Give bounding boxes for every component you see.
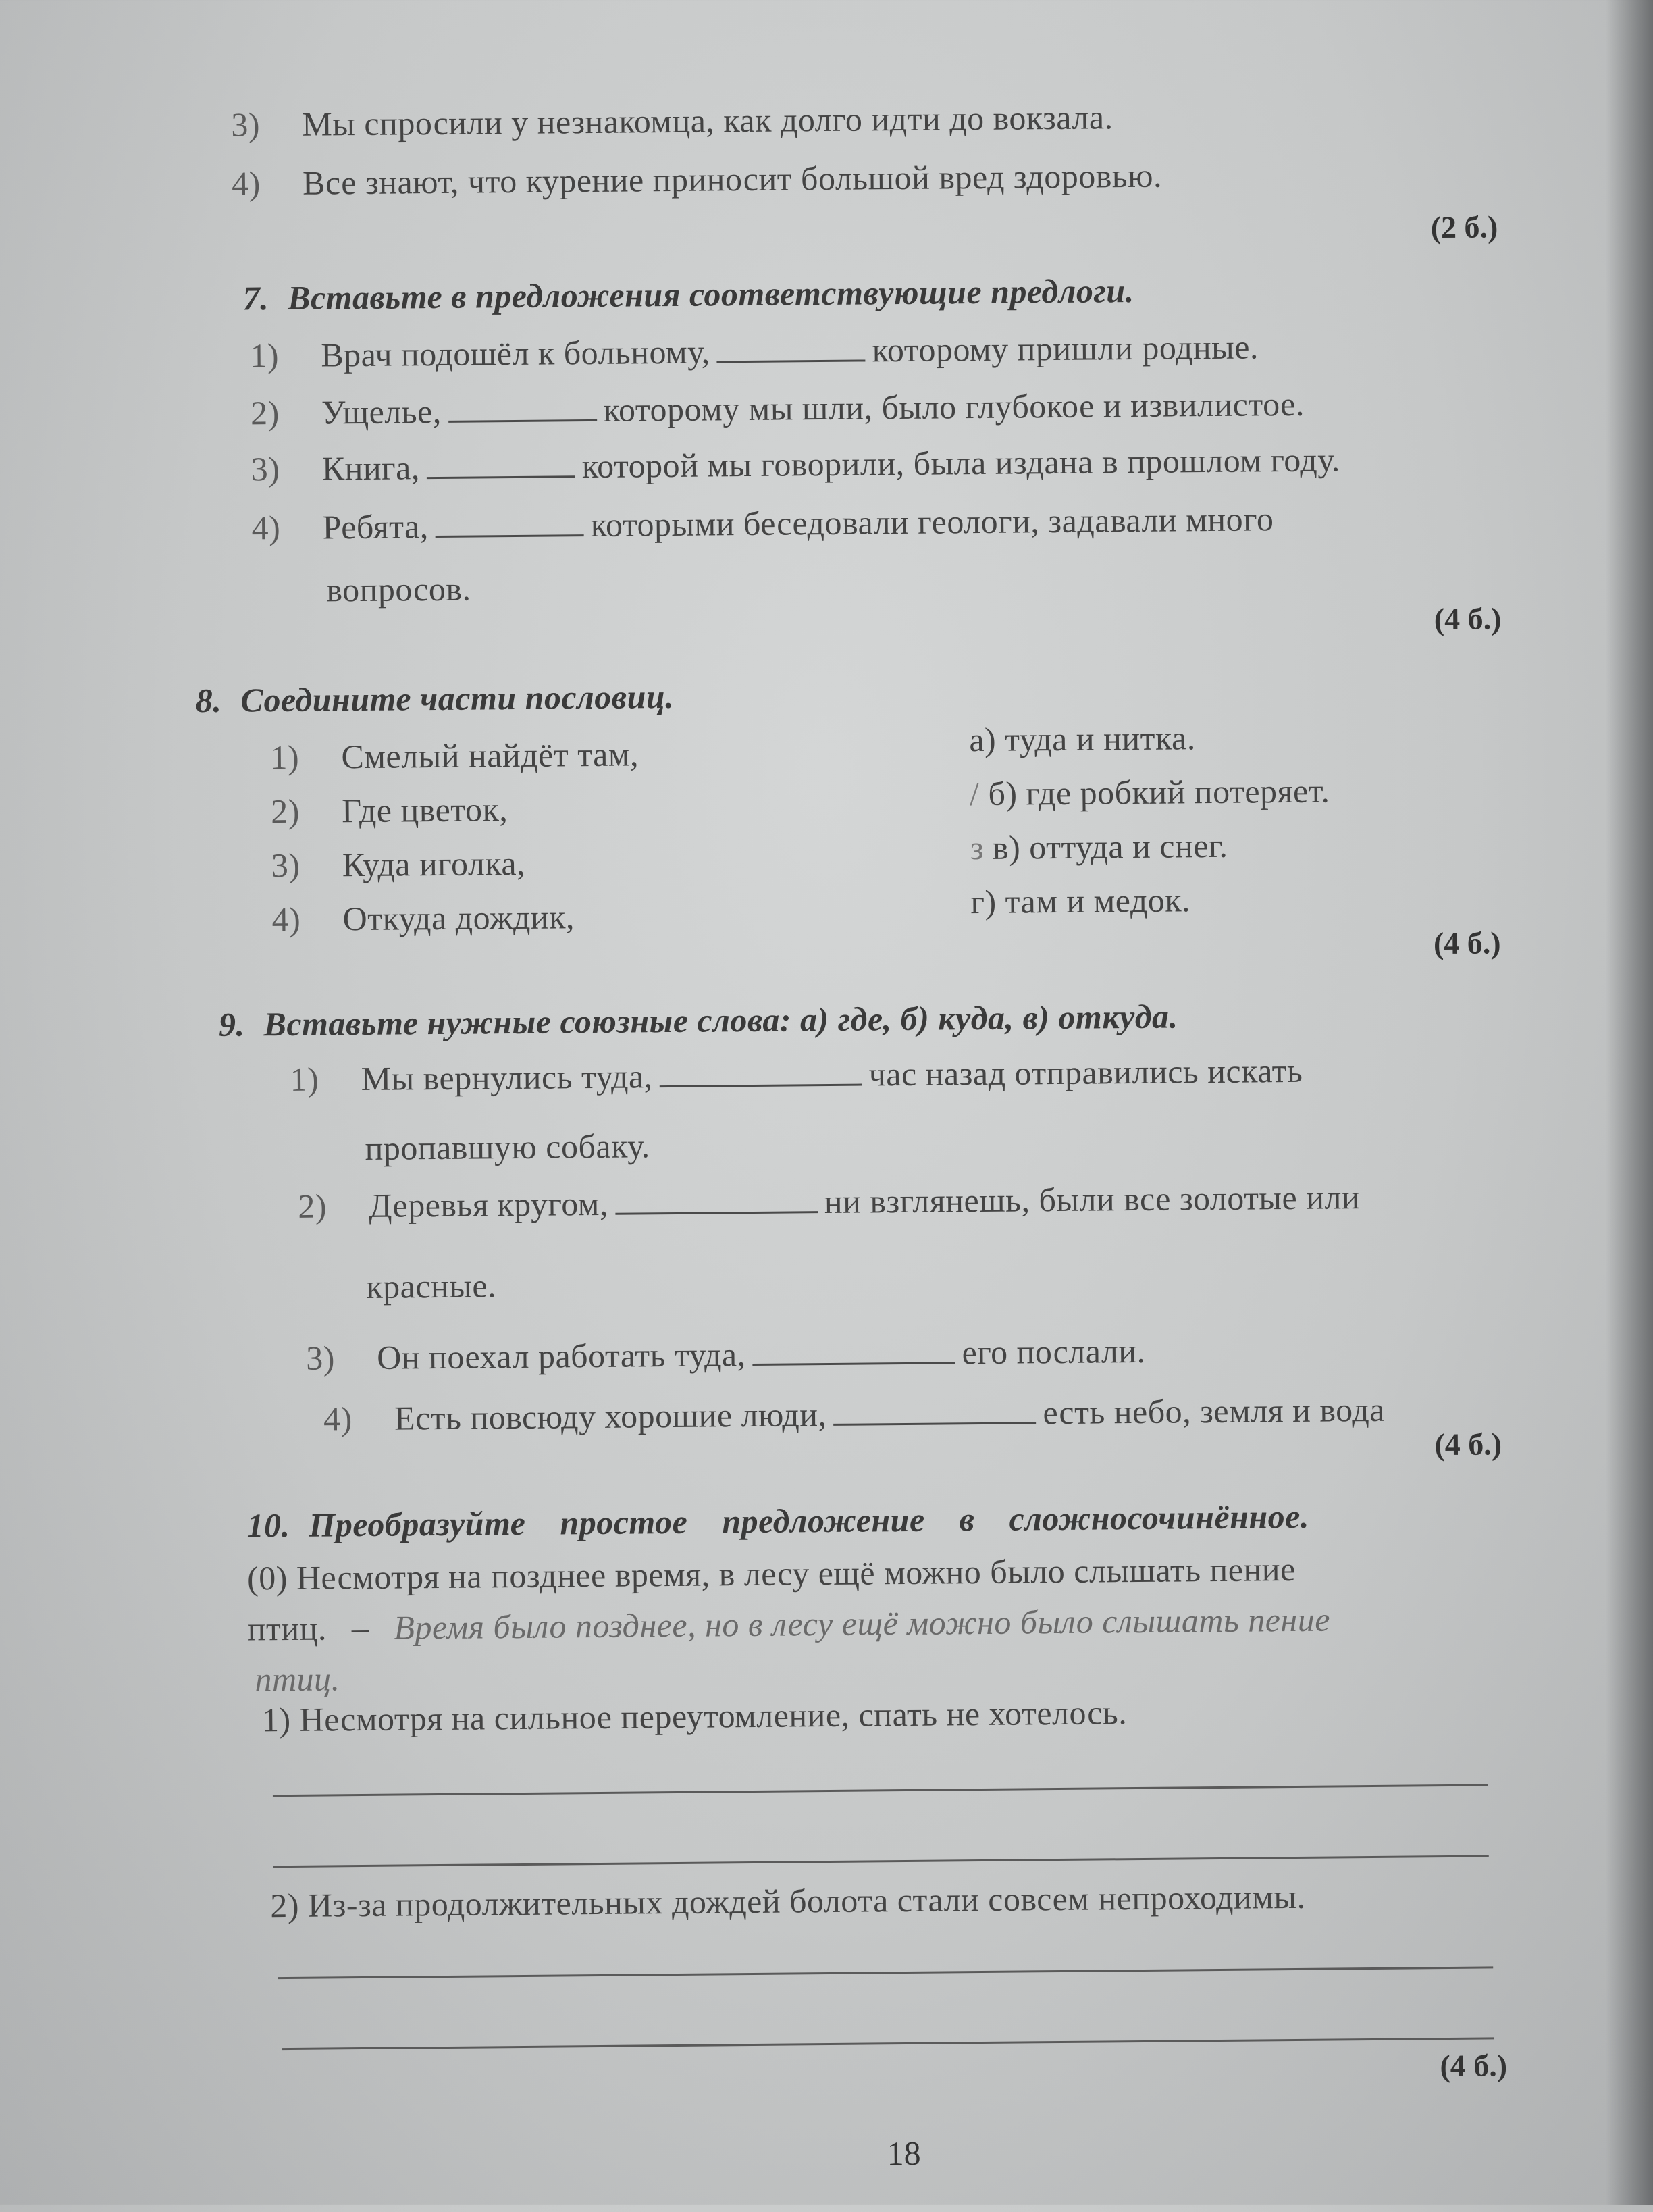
example-text-cont: птиц. — [248, 1609, 327, 1647]
task7-item-4 — [251, 499, 1274, 547]
answer-blank[interactable] — [833, 1397, 1036, 1426]
task7-heading — [242, 271, 1134, 318]
carry-points: (2 б.) — [1430, 209, 1498, 245]
item-number: 2) — [298, 1186, 369, 1226]
item-number: 3) — [251, 448, 323, 488]
task8-heading — [196, 677, 675, 720]
task9-item-4 — [323, 1390, 1385, 1439]
task8-left-1 — [270, 734, 639, 777]
answer-mark: з — [970, 829, 984, 867]
task-title: Соедините части пословиц. — [240, 677, 674, 719]
answer-mark: / — [970, 775, 980, 813]
item-text: Мы спросили у незнакомца, как долго идти до вокзала. — [302, 98, 1113, 143]
task10-points: (4 б.) — [1440, 2047, 1507, 2084]
task9-heading — [219, 996, 1178, 1044]
task-number: 7. — [242, 279, 269, 317]
answer-line-1a[interactable] — [273, 1784, 1488, 1797]
answer-blank[interactable] — [659, 1060, 862, 1088]
item-number: 1) — [290, 1059, 361, 1099]
item-number: 2) — [271, 791, 342, 831]
item-text-before: Ребята, — [322, 507, 429, 546]
task8-left-4 — [271, 897, 575, 939]
item-text-before: Ущелье, — [321, 392, 442, 432]
task-title: Преобразуйте простое предложение в сложносочинённое. — [309, 1497, 1309, 1544]
task7-item-1 — [250, 327, 1259, 375]
item-text-after: есть небо, земля и вода — [1043, 1391, 1385, 1431]
task9-points: (4 б.) — [1434, 1426, 1502, 1462]
item-text-before: Есть повсюду хорошие люди, — [394, 1395, 827, 1437]
item-text-before: Врач подошёл к больному, — [321, 332, 710, 374]
item-text-after: которыми беседовали геологи, задавали много — [590, 500, 1274, 544]
example-answer-cont: птиц. — [255, 1659, 340, 1699]
item-number: 4) — [232, 163, 303, 203]
page-number: 18 — [887, 2134, 921, 2173]
example-answer: Время было позднее, но в лесу ещё можно было слышать пение — [394, 1601, 1330, 1647]
answer-blank[interactable] — [427, 451, 575, 479]
carry-item-4 — [232, 156, 1162, 203]
task8-right-a — [969, 718, 1196, 759]
item-number: 1) — [270, 737, 342, 777]
task9-item-3 — [306, 1331, 1146, 1378]
task10-heading — [246, 1497, 1309, 1545]
item-number: 4) — [251, 507, 323, 547]
task7-item-3 — [251, 440, 1340, 488]
item-number: 2) — [270, 1886, 299, 1924]
answer-blank[interactable] — [615, 1187, 818, 1215]
item-number: 3) — [271, 845, 343, 885]
task8-left-2 — [271, 790, 508, 831]
task7-item-2 — [251, 384, 1305, 433]
item-text: Все знают, что курение приносит большой вред здоровью. — [303, 157, 1162, 202]
item-text-before: Деревья кругом, — [369, 1185, 608, 1225]
item-text-after: час назад отправились искать — [868, 1052, 1303, 1094]
task9-item-1-cont: пропавшую собаку. — [365, 1126, 650, 1168]
task-number: 9. — [219, 1006, 245, 1044]
task10-example — [247, 1549, 1296, 1598]
carry-item-3 — [231, 97, 1113, 144]
task10-example-answer — [248, 1600, 1331, 1649]
item-number: 3) — [231, 105, 303, 145]
task8-left-3 — [271, 844, 526, 885]
item-text-after: которому пришли родные. — [872, 328, 1259, 369]
item-text-before: Мы вернулись туда, — [361, 1057, 652, 1098]
item-text: Из-за продолжительных дождей болота стали совсем непроходимы. — [308, 1878, 1306, 1924]
task10-item-2 — [270, 1877, 1306, 1925]
item-text: Куда иголка, — [342, 844, 526, 883]
example-number: (0) — [247, 1559, 288, 1597]
item-text: в) оттуда и снег. — [993, 827, 1228, 867]
item-number: 3) — [306, 1338, 377, 1378]
task-title: Вставьте в предложения соответствующие предлоги. — [288, 272, 1134, 317]
page-edge-shadow — [1606, 0, 1653, 2205]
example-dash: – — [352, 1609, 369, 1647]
answer-blank[interactable] — [716, 335, 865, 363]
task8-points: (4 б.) — [1434, 925, 1501, 961]
item-text: Смелый найдёт там, — [341, 735, 639, 775]
task9-item-1 — [290, 1051, 1303, 1099]
task8-right-v — [970, 826, 1228, 867]
task9-item-2 — [298, 1177, 1360, 1226]
item-text-after: которому мы шли, было глубокое и извилистое. — [603, 385, 1305, 429]
item-text: б) где робкий потеряет. — [988, 771, 1330, 812]
task7-continuation: вопросов. — [326, 569, 471, 610]
answer-line-2a[interactable] — [278, 1966, 1493, 1979]
answer-line-2b[interactable] — [282, 2037, 1494, 2050]
answer-blank[interactable] — [752, 1337, 955, 1366]
item-number: 2) — [251, 392, 322, 432]
item-text: а) туда и нитка. — [969, 719, 1196, 758]
example-text: Несмотря на позднее время, в лесу ещё можно было слышать пение — [296, 1550, 1296, 1597]
task8-right-b — [970, 771, 1330, 813]
item-number: 4) — [323, 1399, 395, 1439]
item-text: Несмотря на сильное переутомление, спать не хотелось. — [299, 1693, 1127, 1739]
item-number: 1) — [262, 1701, 291, 1739]
item-text-after: которой мы говорили, была издана в прошлом году. — [582, 440, 1340, 485]
task-number: 8. — [196, 681, 222, 719]
item-number: 4) — [271, 899, 343, 939]
task7-points: (4 б.) — [1434, 600, 1502, 637]
item-text-before: Книга, — [322, 448, 421, 487]
task8-right-g — [970, 880, 1190, 921]
item-text: Где цветок, — [342, 790, 508, 829]
task-number: 10. — [246, 1506, 290, 1545]
item-text: г) там и медок. — [970, 881, 1190, 921]
item-number: 1) — [250, 335, 321, 375]
item-text-after: ни взглянешь, были все золотые или — [824, 1178, 1361, 1220]
answer-blank[interactable] — [436, 510, 584, 538]
item-text-after: его послали. — [962, 1332, 1145, 1371]
answer-line-1b[interactable] — [273, 1855, 1489, 1868]
answer-blank[interactable] — [448, 395, 597, 423]
task10-item-1 — [262, 1693, 1128, 1739]
task9-item-2-cont: красные. — [366, 1266, 496, 1306]
item-text: Откуда дождик, — [342, 898, 575, 937]
item-text-before: Он поехал работать туда, — [377, 1335, 746, 1377]
task-title: Вставьте нужные союзные слова: а) где, б) куда, в) откуда. — [263, 997, 1178, 1043]
